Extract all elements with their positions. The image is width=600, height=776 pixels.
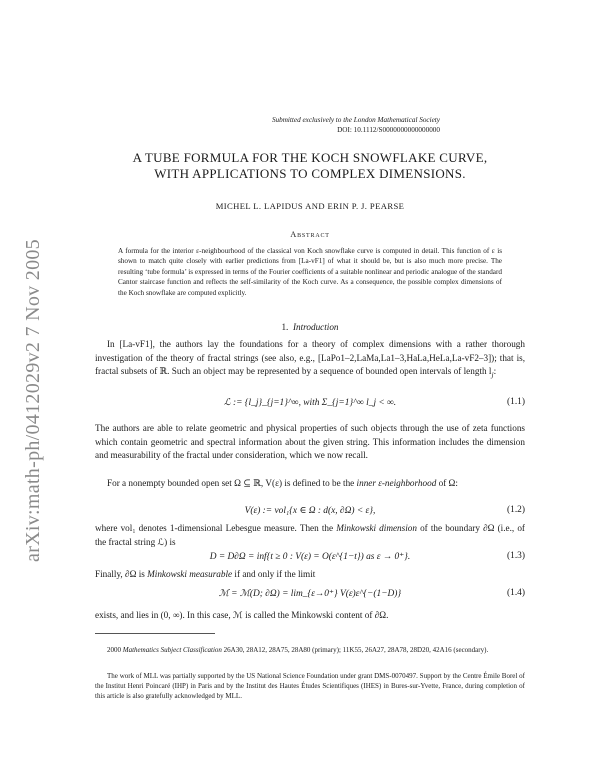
intro-paragraph-5 [95,568,525,582]
authors: MICHEL L. LAPIDUS AND ERIN P. J. PEARSE [215,201,405,211]
intro-paragraph-5-b: if and only if the limit [232,569,316,579]
footnote-rule [95,633,215,634]
intro-paragraph-1-text: In [La-vF1], the authors lay the foundations for a theory of complex dimensions with a rather thorough investigation of the theory of fractal strings (see also, e.g., [LaPo1–2,LaMa,La1–3,HaLa,HeLa,La-vF2–3]); that is, fractal subsets of ℝ. Such an object may be represented by a sequence of bounded open intervals of length l [95,339,525,376]
equation-1-2-body: V(ε) := vol₁{x ∈ Ω : d(x, ∂Ω) < ε}, [244,506,376,516]
intro-paragraph-5-italic: Minkowski measurable [147,569,233,579]
section-heading [95,322,525,332]
intro-paragraph-4 [95,522,525,549]
equation-1-4 [95,588,525,604]
intro-paragraph-1-sub: j [491,369,494,379]
intro-paragraph-4-b: of the boundary ∂Ω (i.e., of the fractal string ℒ) is [95,523,525,547]
equation-1-4-body: ℳ = ℳ(D; ∂Ω) = lim_{ε→0⁺} V(ε)ε^{−(1−D)} [218,589,402,599]
footnote-msc [95,645,525,655]
arxiv-stamp [8,200,58,600]
arxiv-stamp-text: arXiv:math-ph/0412029v2 7 Nov 2005 [21,238,44,562]
intro-paragraph-2: The authors are able to relate geometric and physical properties of such objects through the use of zeta functions which contain geometric and spectral information about the given string. This information includes the dimension and measurability of the fractal under consideration, which we now recall. [95,423,525,460]
abstract-heading: Abstract [290,230,330,239]
abstract-text: A formula for the interior ε-neighbourhood of the classical von Koch snowflake curve is computed in detail. This function of ε is shown to match quite closely with earlier predictions from [La-vF1] of what it should be, but is also much more precise. The resulting ‘tube formula’ is expressed in terms of the Fourier coefficients of a suitable nonlinear and periodic analogue of the standard Cantor staircase function and reflects the self-similarity of the Koch curve. As a consequence, the possible complex dimensions of the Koch snowflake are computed explicitly. [118,247,502,297]
intro-paragraph-3 [95,477,525,491]
equation-1-1-body: ℒ := {l_j}_{j=1}^∞, with Σ_{j=1}^∞ l_j < ∞. [223,398,397,408]
footnote-msc-a: 2000 [107,646,123,654]
equation-1-2-number: (1.2) [507,505,525,515]
journal-header [272,115,440,135]
equation-1-1 [95,397,525,413]
intro-paragraph-5-a: Finally, ∂Ω is [95,569,148,579]
intro-paragraph-3-b: of Ω: [436,478,458,488]
intro-paragraph-3-a: For a nonempty bounded open set Ω ⊆ ℝ, V(ε) is defined to be the [107,478,357,488]
equation-1-3-number: (1.3) [507,551,525,561]
equation-1-1-number: (1.1) [507,397,525,407]
equation-1-2 [95,505,525,521]
section-title: Introduction [292,322,339,332]
intro-paragraph-3-italic: inner ε-neighborhood [356,478,437,488]
intro-paragraph-4-a: where vol₁ denotes 1-dimensional Lebesgue measure. Then the [95,523,337,533]
footnote-msc-italic: Mathematics Subject Classification [122,646,222,654]
intro-paragraph-6: exists, and lies in (0, ∞). In this case, ℳ is called the Minkowski content of ∂Ω. [95,610,389,620]
footnote-acknowledgement: The work of MLL was partially supported by the US National Science Foundation under grant DMS-0070497. Support by the Centre Émile Borel of the Institut Henri Poincaré (IHP) in Paris and by the Institut des Hautes Études Scientifiques (IHES) in Bures-sur-Yvette, France, during completion of this article is also gratefully acknowledged by MLL. [95,672,525,700]
title-line-2: WITH APPLICATIONS TO COMPLEX DIMENSIONS. [154,166,466,181]
intro-paragraph-4-italic: Minkowski dimension [336,523,417,533]
paper-title [95,150,525,182]
doi-line: DOI: 10.1112/S0000000000000000 [337,126,440,134]
intro-paragraph-1-end: : [493,366,497,376]
footnote-msc-b: 26A30, 28A12, 28A75, 28A80 (primary); 11K55, 26A27, 28A78, 28D20, 42A16 (secondary). [221,646,489,654]
title-line-1: A TUBE FORMULA FOR THE KOCH SNOWFLAKE CURVE, [132,150,488,165]
intro-paragraph-1 [95,338,525,381]
submitted-line: Submitted exclusively to the London Mathematical Society [271,116,440,124]
equation-1-3-body: D = D∂Ω = inf{t ≥ 0 : V(ε) = O(ε^{1−t}) as ε → 0⁺}. [209,552,411,562]
section-number: 1. [281,322,289,332]
equation-1-3 [95,551,525,567]
equation-1-4-number: (1.4) [507,588,525,598]
